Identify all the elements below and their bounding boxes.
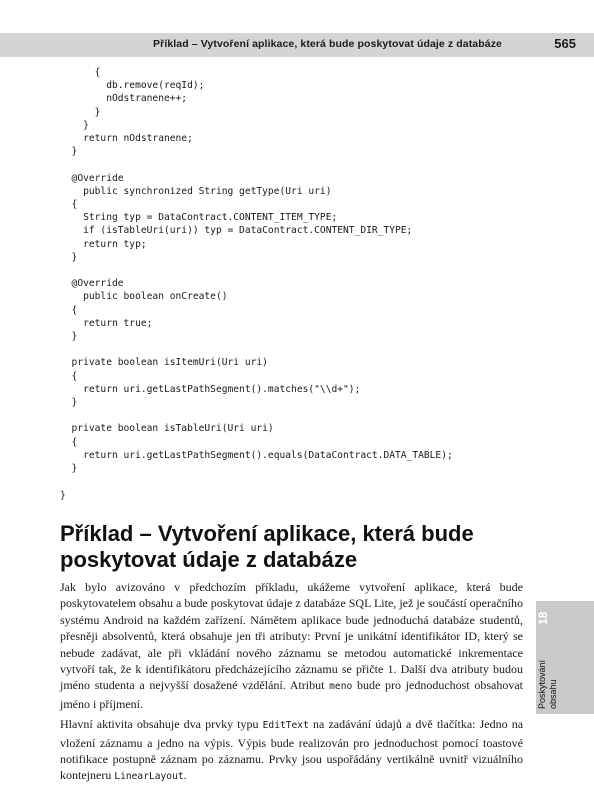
paragraph-activity-text-b: na zadávání údajů a dvě tlačítka: Jedno na vložení záznamu a jedno na výpis. Výpis bude realizován pro jednoduchost pomocí toastové notifikace postupně záznam po záznamu. Prvky jsou uspořádány vertikálně uvnitř vizuálního kontejneru: [60, 717, 524, 783]
inline-code-edittext: EditText: [262, 720, 309, 732]
paragraph-intro: [60, 579, 523, 712]
chapter-number: 18: [536, 611, 550, 625]
paragraph-intro-text: Jak bylo avizováno v předchozím příkladu, ukážeme vytvoření aplikace, která bude poskytovatelem obsahu a bude poskytovat údaje z databáze SQL Lite, jež je součástí operačního systému Android na každém zařízení. Námětem aplikace bude jednoduchá databáze studentů, přesněji absolventů, která obsahuje jen tři atributy: První je unikátní identifikátor ID, který se nebude zadávat, ale při vkládání nového záznamu se metodou automatické inkrementace vytvoří tak, že k identifikátoru předcházejícího záznamu se přičte 1. Další dva atributy budou jméno studenta a nejvyšší dosažené vzdělání. Atribut: [60, 580, 523, 693]
paragraph-intro-tail: bude pro jednoduchost obsahovat jméno i příjmení.: [60, 678, 524, 711]
paragraph-activity-text-a: Hlavní aktivita obsahuje dva prvky typu: [60, 717, 259, 732]
running-header-title: Příklad – Vytvoření aplikace, která bude poskytovat údaje z databáze: [153, 38, 502, 50]
section-heading: Příklad – Vytvoření aplikace, která bude poskytovat údaje z databáze: [60, 521, 474, 572]
inline-code-linearlayout: LinearLayout: [114, 771, 184, 783]
code-listing: { db.remove(reqId); nOdstranene++; } } return nOdstranene; } @Override public synchronized String getType(Uri uri) { String typ = DataContract.CONTENT_ITEM_TYPE; if (isTableUri(uri)) typ = DataContract.CONTENT_DIR_TYPE; return typ; } @Override public boolean onCreate() { return true; } private boolean isItemUri(Uri uri) { return uri.getLastPathSegment().matches("\\d+"); } private boolean isTableUri(Uri uri) { return uri.getLastPathSegment().equals(DataContract.DATA_TABLE); } }: [60, 67, 453, 501]
body-text: [60, 579, 523, 790]
page-number: 565: [554, 36, 576, 51]
paragraph-activity-text-c: .: [183, 768, 187, 783]
chapter-title: Poskytování obsahu: [537, 659, 558, 709]
inline-code-meno: meno: [329, 681, 353, 693]
paragraph-activity: [60, 716, 523, 786]
